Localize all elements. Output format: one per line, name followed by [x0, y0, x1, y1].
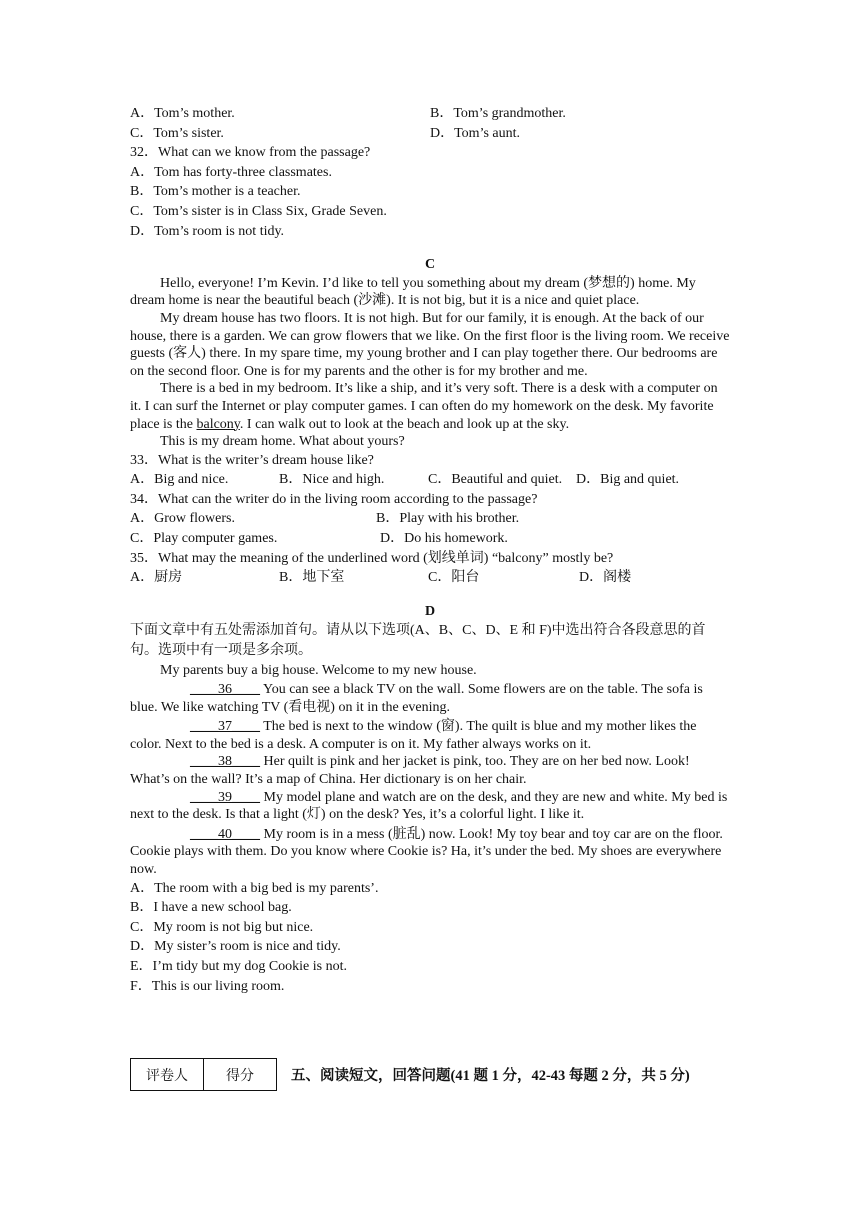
- q35-option-c[interactable]: C．阳台: [428, 570, 480, 586]
- blank-36[interactable]: ____36____: [190, 682, 260, 698]
- q34-stem: 34．What can the writer do in the living room according to the passage?: [130, 491, 538, 507]
- passage-d-paragraph-36: [130, 681, 730, 716]
- p40-text: My room is in a mess (脏乱) now. Look! My toy bear and toy car are on the floor. Cookie plays with them. Do you know where Cookie is? Ha, it’s under the bed. My shoes are everywhere now.: [130, 826, 723, 877]
- q35-stem: 35．What may the meaning of the underlined word (划线单词) “balcony” mostly be?: [130, 550, 614, 566]
- passage-d-paragraph-39: [130, 789, 730, 824]
- q31-options-row-2: [130, 124, 730, 144]
- passage-c-title: C: [424, 257, 436, 273]
- passage-d-option-a[interactable]: A．The room with a big bed is my parents’.: [130, 880, 379, 896]
- q33-option-a[interactable]: A．Big and nice.: [130, 472, 229, 488]
- q33-stem: 33．What is the writer’s dream house like?: [130, 452, 374, 468]
- passage-d-title: D: [424, 603, 436, 619]
- passage-d-paragraph-38: [130, 753, 730, 788]
- q34-options-row-2: [130, 529, 730, 549]
- passage-d-option-e[interactable]: E．I’m tidy but my dog Cookie is not.: [130, 958, 347, 974]
- passage-d-paragraph-40: [130, 826, 730, 879]
- q32-option-a[interactable]: A．Tom has forty-three classmates.: [130, 164, 332, 180]
- blank-38[interactable]: ____38____: [190, 754, 260, 770]
- score-box: [130, 1058, 277, 1091]
- q32-option-b[interactable]: B．Tom’s mother is a teacher.: [130, 184, 301, 200]
- passage-c-p3-after: . I can walk out to look at the beach and look up at the sky.: [239, 416, 570, 432]
- q34-option-a[interactable]: A．Grow flowers.: [130, 511, 235, 527]
- p38-text: Her quilt is pink and her jacket is pink, too. They are on her bed now. Look! What’s on the wall? It’s a map of China. Her dictionary is on her chair.: [130, 754, 690, 787]
- score-cell: 得分: [204, 1059, 277, 1091]
- underlined-word-balcony: balcony: [196, 416, 240, 432]
- blank-39[interactable]: ____39____: [190, 789, 260, 805]
- passage-d-option-b[interactable]: B．I have a new school bag.: [130, 900, 292, 916]
- passage-d-option-c[interactable]: C．My room is not big but nice.: [130, 919, 314, 935]
- section-5-title: 五、阅读短文，回答问题(41 题 1 分，42-43 每题 2 分，共 5 分): [291, 1068, 690, 1084]
- passage-c-paragraph-1: [130, 275, 730, 310]
- passage-d-option-f[interactable]: F．This is our living room.: [130, 978, 285, 994]
- q34-option-c[interactable]: C．Play computer games.: [130, 531, 278, 547]
- passage-c-paragraph-4: [130, 433, 730, 451]
- q35-option-d[interactable]: D．阁楼: [579, 570, 632, 586]
- q32-option-d[interactable]: D．Tom’s room is not tidy.: [130, 223, 285, 239]
- q33-option-d[interactable]: D．Big and quiet.: [576, 472, 680, 488]
- p37-text: The bed is next to the window (窗). The quilt is blue and my mother likes the color. Next to the bed is a desk. A computer is on it. My father always works on it.: [130, 719, 697, 752]
- blank-37[interactable]: ____37____: [190, 719, 260, 735]
- q31-options-row-1: [130, 104, 730, 124]
- passage-d-instructions: 下面文章中有五处需添加首句。请从以下选项(A、B、C、D、E 和 F)中选出符合各段意思的首句。选项中有一项是多余项。: [130, 623, 706, 659]
- passage-d-intro: My parents buy a big house. Welcome to my new house.: [160, 663, 477, 679]
- q34-option-b[interactable]: B．Play with his brother.: [376, 511, 520, 527]
- passage-c-p4-text: This is my dream home. What about yours?: [160, 434, 405, 450]
- passage-c-p3-before: There is a bed in my bedroom. It’s like a ship, and it’s very soft. There is a desk with a computer on it. I can surf the Internet or play computer games. I can often do my homework on the desk. My favorite place is the: [130, 381, 718, 432]
- q31-option-a[interactable]: A．Tom’s mother.: [130, 106, 235, 121]
- exam-page: [130, 104, 730, 996]
- q31-option-c[interactable]: C．Tom’s sister.: [130, 125, 224, 141]
- grader-cell: 评卷人: [131, 1059, 204, 1091]
- passage-c-p2-text: My dream house has two floors. It is not high. But for our family, it is enough. At the back of our house, there is a garden. We can grow flowers that we like. On the first floor is the living room. We receive guests (客人) there. In my spare time, my young brother and I can play together there. Our bedrooms are on the second floor. One is for my parents and the other is for my brother and me.: [130, 310, 730, 379]
- blank-40[interactable]: ____40____: [190, 826, 260, 842]
- q35-option-a[interactable]: A．厨房: [130, 570, 183, 586]
- q33-option-c[interactable]: C．Beautiful and quiet.: [428, 472, 563, 488]
- q32-stem: 32．What can we know from the passage?: [130, 145, 371, 161]
- p39-text: My model plane and watch are on the desk, and they are new and white. My bed is next to the desk. Is that a light (灯) on the desk? Yes, it’s a colorful light. I like it.: [130, 789, 728, 823]
- q34-option-d[interactable]: D．Do his homework.: [380, 531, 508, 547]
- passage-c-p1-text: Hello, everyone! I’m Kevin. I’d like to tell you something about my dream (梦想的) home. My dream home is near the beautiful beach (沙滩). It is not big, but it is a nice and quiet place.: [130, 275, 696, 309]
- q33-option-b[interactable]: B．Nice and high.: [279, 472, 385, 488]
- q33-options: [130, 470, 730, 490]
- q32-option-c[interactable]: C．Tom’s sister is in Class Six, Grade Seven.: [130, 203, 387, 219]
- passage-d-option-d[interactable]: D．My sister’s room is nice and tidy.: [130, 939, 341, 955]
- q31-option-b[interactable]: B．Tom’s grandmother.: [430, 106, 566, 121]
- section-5-header: [130, 1058, 690, 1091]
- q31-option-d[interactable]: D．Tom’s aunt.: [430, 125, 521, 141]
- q34-options-row-1: [130, 509, 730, 529]
- passage-c-paragraph-2: [130, 310, 730, 380]
- q35-options: [130, 568, 730, 588]
- passage-c-paragraph-3: [130, 380, 730, 433]
- passage-d-paragraph-37: [130, 718, 730, 753]
- q35-option-b[interactable]: B．地下室: [279, 570, 345, 586]
- p36-text: You can see a black TV on the wall. Some flowers are on the table. The sofa is blue. We like watching TV (看电视) on it in the evening.: [130, 682, 703, 715]
